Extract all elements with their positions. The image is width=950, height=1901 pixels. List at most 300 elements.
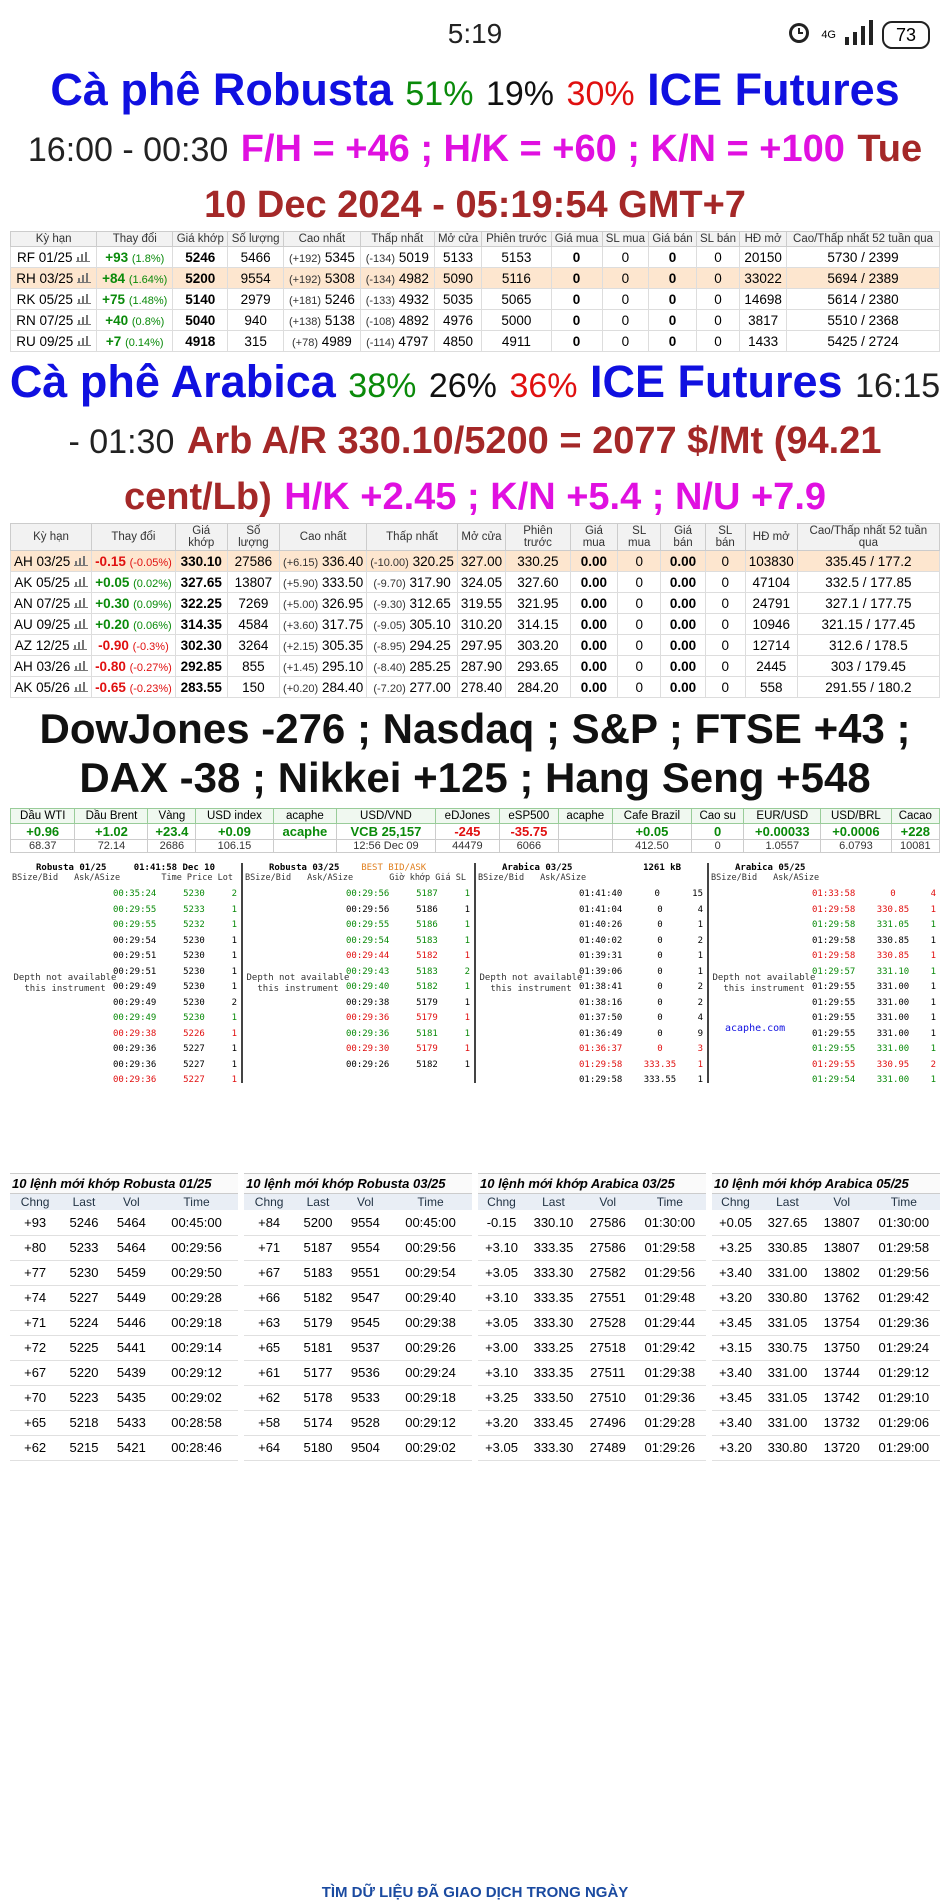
chart-icon[interactable] — [72, 250, 90, 265]
contract-code[interactable]: RK 05/25 — [16, 291, 73, 307]
depth-title-row — [12, 863, 239, 873]
low-diff: (-9.30) — [373, 598, 406, 611]
depth-time: 00:29:55 — [113, 904, 157, 915]
ask-price: 0 — [649, 268, 697, 289]
depth-price: 5183 — [416, 935, 438, 946]
contract-code[interactable]: RH 03/25 — [16, 270, 74, 286]
bid-size: 0 — [602, 331, 649, 352]
trade-volume: 9504 — [342, 1435, 389, 1460]
contract-code[interactable]: RF 01/25 — [16, 249, 73, 265]
depth-trades — [346, 887, 470, 1073]
trade-change: +3.25 — [478, 1385, 525, 1410]
trade-row — [244, 1410, 472, 1435]
depth-lot: 1 — [697, 1059, 703, 1070]
market-name[interactable]: Cafe Brazil — [612, 809, 691, 824]
contract-code[interactable]: AN 07/25 — [14, 595, 71, 611]
trade-time: 01:29:44 — [634, 1310, 706, 1335]
trade-row — [10, 1360, 238, 1385]
change-value: -0.80 — [95, 658, 126, 674]
depth-price: 0 — [657, 904, 663, 915]
contract-symbol[interactable] — [11, 331, 97, 352]
depth-price: 0 — [657, 966, 663, 977]
ask-size: 0 — [705, 551, 745, 572]
trade-row — [10, 1285, 238, 1310]
volume: 2979 — [228, 289, 284, 310]
contract-code[interactable]: AZ 12/25 — [14, 637, 70, 653]
volume: 3264 — [227, 635, 279, 656]
depth-price: 5230 — [183, 982, 205, 992]
trade-volume: 5421 — [108, 1435, 155, 1460]
trade-change: +3.05 — [478, 1310, 525, 1335]
depth-time: 01:36:37 — [579, 1044, 623, 1054]
week52-range: 335.45 / 177.2 — [797, 551, 939, 572]
depth-time: 00:29:49 — [113, 997, 157, 1008]
depth-trades — [113, 887, 237, 1089]
contract-code[interactable]: AH 03/26 — [14, 658, 71, 674]
trade-row — [712, 1210, 940, 1235]
trade-volume: 13750 — [816, 1335, 868, 1360]
market-name[interactable]: EUR/USD — [744, 809, 821, 824]
low-price: 305.10 — [409, 616, 451, 632]
change-cell — [97, 268, 173, 289]
arabica-header: Giá bán — [661, 524, 706, 551]
depth-time: 00:29:49 — [113, 982, 157, 992]
best-bid-ask-label: BEST BID/ASK — [361, 863, 427, 873]
trade-volume: 9545 — [342, 1310, 389, 1335]
contract-code[interactable]: RU 09/25 — [16, 333, 74, 349]
change-percent: (-0.27%) — [129, 661, 172, 674]
trade-volume: 13807 — [816, 1210, 868, 1235]
last-price: 302.30 — [175, 635, 227, 656]
ask-size: 0 — [696, 310, 739, 331]
robusta-pct-1: 51% — [405, 75, 474, 113]
robusta-row[interactable] — [11, 331, 940, 352]
trade-row — [478, 1435, 706, 1460]
high-diff: (+181) — [288, 294, 322, 307]
depth-lot: 1 — [930, 1075, 936, 1085]
trade-time: 00:45:00 — [389, 1210, 472, 1235]
depth-time: 01:29:58 — [812, 920, 856, 930]
bid-size: 0 — [602, 310, 649, 331]
trade-change: +3.40 — [712, 1410, 759, 1435]
depth-trade-row — [113, 887, 237, 903]
ask-size: 0 — [705, 572, 745, 593]
network-type: 4G — [821, 28, 836, 41]
world-indices — [0, 704, 950, 802]
market-name[interactable]: Dầu WTI — [11, 809, 75, 824]
trade-last: 333.30 — [525, 1310, 582, 1335]
depth-lot: 1 — [930, 904, 936, 915]
change-value: +0.30 — [95, 595, 130, 611]
trade-header: Last — [525, 1194, 582, 1210]
depth-lot: 1 — [464, 1028, 470, 1039]
trade-row — [244, 1385, 472, 1410]
trade-volume: 13807 — [816, 1235, 868, 1260]
market-price: 0 — [691, 840, 744, 853]
market-name[interactable]: Vàng — [148, 809, 196, 824]
market-name[interactable]: eSP500 — [500, 809, 559, 824]
depth-time: 00:29:55 — [113, 920, 157, 930]
contract-symbol[interactable] — [11, 656, 92, 677]
trade-time: 01:29:28 — [634, 1410, 706, 1435]
contract-code[interactable]: AU 09/25 — [14, 616, 71, 632]
trade-volume: 13802 — [816, 1260, 868, 1285]
trade-time: 00:29:26 — [389, 1335, 472, 1360]
arabica-ice[interactable]: ICE Futures — [590, 356, 843, 407]
contract-symbol[interactable] — [11, 593, 92, 614]
trade-row — [244, 1360, 472, 1385]
high-cell — [280, 614, 367, 635]
trade-time: 00:29:54 — [389, 1260, 472, 1285]
chart-icon[interactable] — [70, 680, 88, 695]
trade-change: +3.25 — [712, 1235, 759, 1260]
contract-code[interactable]: RN 07/25 — [16, 312, 74, 328]
robusta-header: Phiên trước — [482, 232, 551, 247]
trade-volume: 5449 — [108, 1285, 155, 1310]
trade-row — [244, 1310, 472, 1335]
last-price: 5040 — [173, 310, 228, 331]
depth-lot: 1 — [231, 1075, 237, 1085]
trade-time: 01:29:26 — [634, 1435, 706, 1460]
robusta-spreads: F/H = +46 ; H/K = +60 ; K/N = +100 — [240, 128, 845, 170]
footer-link[interactable]: TÌM DỮ LIỆU ĐÃ GIAO DỊCH TRONG NGÀY — [321, 1884, 629, 1901]
market-name[interactable]: Dầu Brent — [75, 809, 148, 824]
market-price: 68.37 — [11, 840, 75, 853]
bid-price: 0.00 — [570, 614, 617, 635]
last-price: 314.35 — [175, 614, 227, 635]
trade-row — [712, 1285, 940, 1310]
robusta-date: Tue 10 Dec 2024 - 05:19:54 GMT+7 — [204, 128, 923, 226]
depth-time: 01:29:58 — [812, 904, 856, 915]
arabica-title[interactable]: Cà phê Arabica — [9, 356, 336, 407]
depth-price: 5230 — [183, 951, 205, 961]
trade-header: Chng — [712, 1194, 759, 1210]
robusta-header: Thay đổi — [97, 232, 173, 247]
ask-price: 0.00 — [661, 614, 706, 635]
depth-time: 00:29:51 — [113, 951, 157, 961]
trade-volume: 5459 — [108, 1260, 155, 1285]
volume: 150 — [227, 677, 279, 698]
trade-header: Time — [155, 1194, 238, 1210]
depth-lot: 15 — [692, 889, 703, 899]
market-name[interactable]: USD/VND — [337, 809, 435, 824]
arabica-row[interactable] — [11, 551, 940, 572]
depth-lot: 1 — [231, 1013, 237, 1023]
arabica-header: Kỳ hạn — [11, 524, 92, 551]
volume: 315 — [228, 331, 284, 352]
trade-volume: 9537 — [342, 1335, 389, 1360]
recent-trades-table — [712, 1173, 940, 1461]
trade-change: +3.45 — [712, 1385, 759, 1410]
depth-price: 330.85 — [876, 935, 910, 946]
depth-time: 00:29:54 — [113, 935, 157, 946]
low-price: 5019 — [398, 249, 429, 265]
depth-title: Arabica 05/25 — [735, 863, 806, 873]
robusta-ice[interactable]: ICE Futures — [647, 64, 900, 115]
depth-trade-row — [579, 965, 703, 981]
open-interest: 103830 — [745, 551, 797, 572]
chart-icon[interactable] — [70, 575, 88, 590]
depth-time: 00:29:36 — [113, 1075, 157, 1085]
market-name[interactable]: USD index — [196, 809, 273, 824]
chart-icon[interactable] — [70, 617, 88, 632]
depth-lot: 1 — [464, 935, 470, 946]
ask-size: 0 — [705, 656, 745, 677]
trade-change: -0.15 — [478, 1210, 525, 1235]
battery-icon: 73 — [882, 21, 930, 49]
trade-row — [712, 1235, 940, 1260]
arabica-hours: 16:15 - 01:30 — [68, 367, 941, 461]
open-price: 4850 — [434, 331, 482, 352]
trade-change: +3.20 — [712, 1285, 759, 1310]
ask-size: 0 — [705, 593, 745, 614]
prev-close: 327.60 — [506, 572, 571, 593]
trade-time: 01:29:58 — [868, 1235, 940, 1260]
high-cell — [280, 635, 367, 656]
contract-code[interactable]: AK 05/25 — [14, 574, 70, 590]
contract-symbol[interactable] — [11, 551, 92, 572]
arabica-headline — [0, 356, 950, 523]
chart-icon[interactable] — [70, 554, 88, 569]
arabica-header: Giá mua — [570, 524, 617, 551]
robusta-pct-3: 30% — [566, 75, 635, 113]
robusta-header: Giá khớp — [173, 232, 228, 247]
trade-change: +3.20 — [712, 1435, 759, 1460]
trade-last: 333.50 — [525, 1385, 582, 1410]
chart-icon[interactable] — [73, 313, 91, 328]
market-name[interactable]: acaphe — [558, 809, 612, 824]
chart-icon[interactable] — [70, 638, 88, 653]
change-percent: (1.8%) — [131, 252, 165, 265]
trade-last: 5182 — [294, 1285, 341, 1310]
trade-change: +70 — [10, 1385, 60, 1410]
recent-trades-title: 10 lệnh mới khớp Robusta 03/25 — [244, 1173, 472, 1194]
chart-icon[interactable] — [70, 659, 88, 674]
contract-symbol[interactable] — [11, 614, 92, 635]
arabica-row[interactable] — [11, 572, 940, 593]
trade-header: Vol — [816, 1194, 868, 1210]
market-name[interactable]: Cacao — [891, 809, 939, 824]
low-diff: (-134) — [365, 252, 396, 265]
arabica-row[interactable] — [11, 656, 940, 677]
acaphe-link[interactable]: acaphe.com — [725, 1023, 786, 1034]
week52-range: 5510 / 2368 — [787, 310, 940, 331]
arabica-header: Phiên trước — [506, 524, 571, 551]
depth-trade-row — [812, 1011, 936, 1027]
depth-column — [10, 863, 243, 1083]
depth-trade-row — [346, 996, 470, 1012]
depth-trade-row — [812, 965, 936, 981]
high-price: 295.10 — [321, 658, 364, 674]
depth-trade-row — [812, 1058, 936, 1074]
depth-lot: 2 — [697, 935, 703, 946]
depth-price: 5182 — [416, 982, 438, 992]
trade-header: Time — [389, 1194, 472, 1210]
trade-change: +61 — [244, 1360, 294, 1385]
contract-code[interactable]: AK 05/26 — [14, 679, 70, 695]
trade-header: Chng — [244, 1194, 294, 1210]
ask-price: 0 — [649, 331, 697, 352]
market-name[interactable]: USD/BRL — [821, 809, 891, 824]
arabica-row[interactable] — [11, 635, 940, 656]
depth-price: 0 — [657, 920, 663, 930]
contract-symbol[interactable] — [11, 268, 97, 289]
depth-trade-row — [812, 918, 936, 934]
market-price: 12:56 Dec 09 — [337, 840, 435, 853]
contract-code[interactable]: AH 03/25 — [14, 553, 71, 569]
market-price: 44479 — [435, 840, 499, 853]
trade-volume: 27586 — [582, 1210, 634, 1235]
trade-change: +65 — [244, 1335, 294, 1360]
depth-not-available: Depth not available this instrument — [246, 973, 350, 994]
contract-symbol[interactable] — [11, 247, 97, 268]
bid-price: 0.00 — [570, 572, 617, 593]
trade-change: +62 — [244, 1385, 294, 1410]
depth-price: 5179 — [416, 1013, 438, 1023]
arabica-header: SL bán — [705, 524, 745, 551]
trade-row — [712, 1385, 940, 1410]
robusta-row[interactable] — [11, 268, 940, 289]
trade-time: 01:29:58 — [634, 1235, 706, 1260]
low-cell — [367, 677, 458, 698]
volume: 940 — [228, 310, 284, 331]
depth-not-available: Depth not available this instrument — [479, 973, 583, 994]
trade-last: 5227 — [60, 1285, 107, 1310]
depth-time: 01:29:58 — [812, 951, 856, 961]
arabica-row[interactable] — [11, 677, 940, 698]
volume: 5466 — [228, 247, 284, 268]
trade-change: +3.45 — [712, 1310, 759, 1335]
depth-lot: 1 — [930, 935, 936, 946]
depth-time: 01:29:55 — [812, 1059, 856, 1070]
change-cell — [97, 331, 173, 352]
arabica-row[interactable] — [11, 593, 940, 614]
contract-symbol[interactable] — [11, 310, 97, 331]
high-diff: (+138) — [288, 315, 322, 328]
depth-price: 5182 — [416, 1059, 438, 1070]
trade-change: +93 — [10, 1210, 60, 1235]
trade-row — [712, 1310, 940, 1335]
prev-close: 303.20 — [506, 635, 571, 656]
contract-symbol[interactable] — [11, 677, 92, 698]
depth-column — [243, 863, 476, 1083]
change-value: -0.90 — [98, 637, 129, 653]
trade-time: 00:29:56 — [389, 1235, 472, 1260]
trade-volume: 9554 — [342, 1235, 389, 1260]
chart-icon[interactable] — [70, 596, 88, 611]
trade-header: Chng — [10, 1194, 60, 1210]
contract-symbol[interactable] — [11, 572, 92, 593]
depth-lot: 4 — [930, 889, 936, 899]
contract-symbol[interactable] — [11, 635, 92, 656]
depth-header — [478, 873, 705, 883]
change-percent: (0.02%) — [133, 577, 172, 590]
trade-time: 01:29:42 — [634, 1335, 706, 1360]
trade-change: +3.20 — [478, 1410, 525, 1435]
ask-size-header: Ask/ASize — [74, 873, 121, 883]
recent-trades-table — [478, 1173, 706, 1461]
trade-volume: 5464 — [108, 1235, 155, 1260]
depth-price: 5186 — [416, 904, 438, 915]
robusta-row[interactable] — [11, 247, 940, 268]
depth-time: 00:29:36 — [113, 1059, 157, 1070]
market-name[interactable]: eDJones — [435, 809, 499, 824]
depth-lot: 1 — [231, 935, 237, 946]
trade-header: Vol — [582, 1194, 634, 1210]
trade-volume: 27551 — [582, 1285, 634, 1310]
trade-volume: 9528 — [342, 1410, 389, 1435]
bid-size: 0 — [618, 677, 661, 698]
trade-row — [712, 1410, 940, 1435]
chart-icon[interactable] — [73, 271, 91, 286]
depth-time: 01:41:04 — [579, 904, 623, 915]
change-cell — [92, 614, 176, 635]
trade-row — [478, 1385, 706, 1410]
trade-last: 333.35 — [525, 1285, 582, 1310]
change-cell — [92, 593, 176, 614]
market-name[interactable]: acaphe — [273, 809, 337, 824]
ask-size: 0 — [696, 331, 739, 352]
trade-last: 333.35 — [525, 1235, 582, 1260]
depth-time: 00:29:36 — [346, 1013, 390, 1023]
trade-columns-header: Giờ khớp Giá SL — [389, 873, 466, 883]
bid-size: 0 — [618, 572, 661, 593]
depth-price: 5230 — [183, 966, 205, 977]
trade-change: +66 — [244, 1285, 294, 1310]
robusta-title[interactable]: Cà phê Robusta — [50, 64, 393, 115]
arabica-pct-1: 38% — [348, 367, 417, 405]
depth-lot: 1 — [930, 920, 936, 930]
trade-change: +3.10 — [478, 1285, 525, 1310]
chart-icon[interactable] — [73, 334, 91, 349]
trade-change: +77 — [10, 1260, 60, 1285]
depth-price: 333.35 — [643, 1059, 677, 1070]
trade-header: Time — [868, 1194, 940, 1210]
trade-row — [244, 1285, 472, 1310]
chart-icon[interactable] — [73, 292, 91, 307]
contract-symbol[interactable] — [11, 289, 97, 310]
depth-header — [245, 873, 472, 883]
depth-time: 01:40:26 — [579, 920, 623, 930]
depth-time: 01:29:58 — [579, 1075, 623, 1085]
depth-lot: 1 — [231, 1059, 237, 1070]
robusta-row[interactable] — [11, 310, 940, 331]
market-change: acaphe — [273, 824, 337, 840]
low-cell — [360, 289, 434, 310]
trade-last: 331.05 — [759, 1385, 816, 1410]
market-price: 72.14 — [75, 840, 148, 853]
depth-time: 00:29:49 — [113, 1013, 157, 1023]
robusta-row[interactable] — [11, 289, 940, 310]
market-name[interactable]: Cao su — [691, 809, 744, 824]
depth-price: 0 — [657, 1013, 663, 1023]
high-diff: (+5.90) — [283, 577, 319, 590]
depth-trade-row — [579, 1042, 703, 1058]
depth-price: 0 — [657, 935, 663, 946]
depth-time: 01:37:50 — [579, 1013, 623, 1023]
arabica-pct-3: 36% — [509, 367, 578, 405]
recent-trades-title: 10 lệnh mới khớp Arabica 05/25 — [712, 1173, 940, 1194]
arabica-header: Cao/Thấp nhất 52 tuần qua — [797, 524, 939, 551]
arabica-row[interactable] — [11, 614, 940, 635]
depth-lot: 1 — [930, 1013, 936, 1023]
trade-row — [712, 1360, 940, 1385]
high-price: 317.75 — [321, 616, 364, 632]
open-interest: 20150 — [740, 247, 787, 268]
high-diff: (+6.15) — [283, 556, 319, 569]
depth-price: 5179 — [416, 1044, 438, 1054]
depth-trade-row — [346, 887, 470, 903]
